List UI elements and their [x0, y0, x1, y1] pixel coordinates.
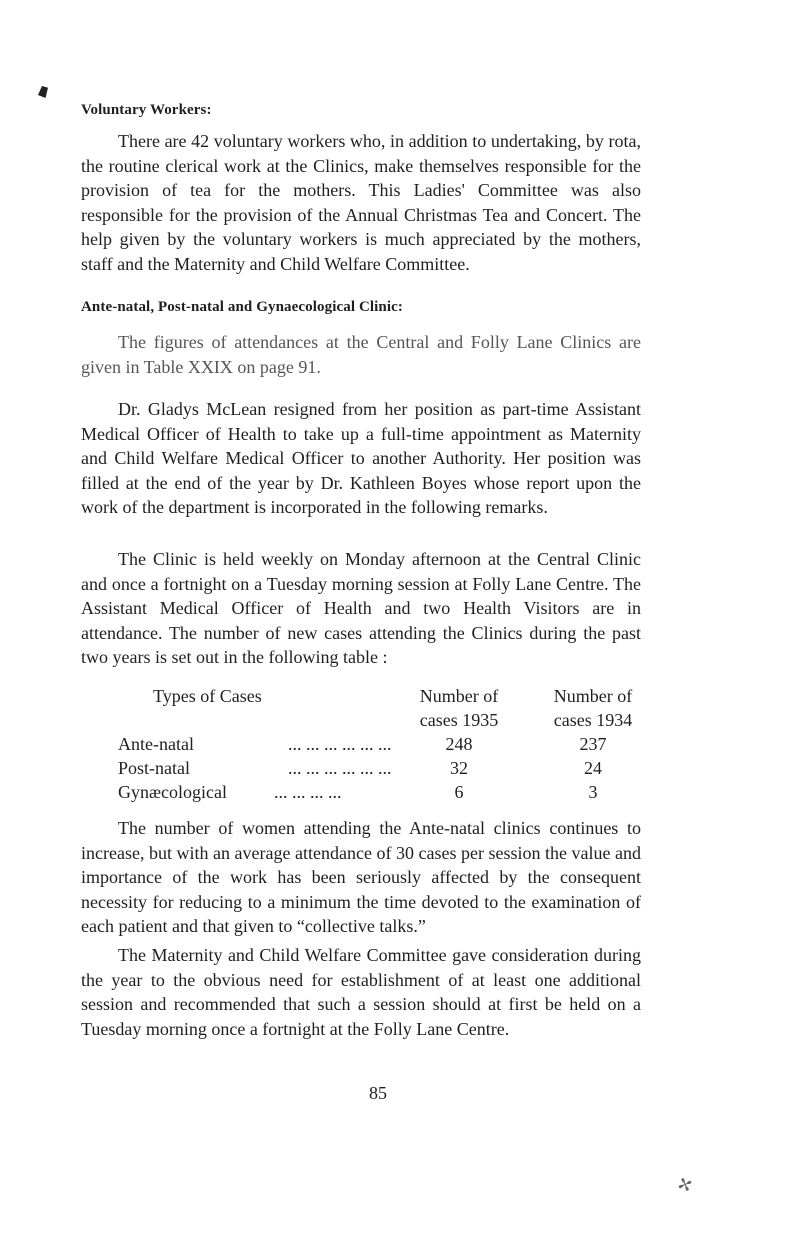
- row-value-1935: 32: [450, 758, 468, 778]
- row-type-label: Post-natal: [118, 758, 190, 778]
- paragraph-committee-consideration: The Maternity and Child Welfare Committee gave consideration during the year to the obvious need for establishment of at least one additional session and recommended that such a session should at first be held on a Tuesday morning once a fortnight at the Folly Lane Centre.: [81, 945, 641, 1039]
- leader-dots: ... ... ... ...: [274, 782, 342, 802]
- header-cases-1934: [533, 684, 653, 732]
- row-type-label: Ante-natal: [118, 734, 194, 754]
- header-cases-1935-line2: cases 1935: [419, 710, 499, 730]
- row-value-1935: 6: [454, 782, 464, 802]
- paragraph-mclean-resignation: Dr. Gladys McLean resigned from her position as part-time Assistant Medical Officer of Health to take up a full-time appointment as Maternity and Child Welfare Medical Officer to another Authority. Her position was filled at the end of the year by Dr. Kathleen Boyes whose report upon the work of the department is incorporated in the following remarks.: [81, 399, 641, 517]
- header-types-of-cases: Types of Cases: [153, 686, 262, 706]
- row-type-cell: [118, 756, 392, 780]
- row-type-cell: [118, 780, 378, 804]
- leader-dots: ... ... ... ... ... ...: [288, 758, 392, 778]
- paragraph-women-attending: The number of women attending the Ante-natal clinics continues to increase, but with an average attendance of 30 cases per session the value and importance of the work has been seriously affected by the consequent necessity for reducing to a minimum the time devoted to the examination of each patient and that given to “collective talks.”: [81, 818, 641, 936]
- paragraph-attendance-figures: The figures of attendances at the Central and Folly Lane Clinics are given in Table XXIX on page 91.: [81, 332, 641, 377]
- row-value-1935: 248: [445, 734, 473, 754]
- filled-bullet-icon: [38, 86, 48, 98]
- row-value-1934: 3: [588, 782, 598, 802]
- heading-ante-natal-clinic: Ante-natal, Post-natal and Gynaecological Clinic:: [81, 299, 403, 315]
- pen-mark-icon: ✢: [674, 1172, 697, 1198]
- paragraph-clinic-schedule: The Clinic is held weekly on Monday afternoon at the Central Clinic and once a fortnight on a Tuesday morning session at Folly Lane Centre. The Assistant Medical Officer of Health and two Health Visitors are in attendance. The number of new cases attending the Clinics during the past two years is set out in the following table :: [81, 549, 641, 667]
- row-type-label: Gynæcological: [118, 782, 227, 802]
- header-cases-1934-line2: cases 1934: [553, 710, 633, 730]
- header-cases-1934-line1: Number of: [553, 686, 633, 706]
- paragraph-voluntary-workers: There are 42 voluntary workers who, in addition to undertaking, by rota, the routine clerical work at the Clinics, make themselves responsible for the provision of tea for the mothers. This Ladies' Committee was also responsible for the provision of the Annual Christmas Tea and Concert. The help given by the voluntary workers is much appreciated by the mothers, staff and the Maternity and Child Welfare Committee.: [81, 131, 641, 274]
- row-value-1934: 24: [584, 758, 602, 778]
- row-value-1934: 237: [579, 734, 607, 754]
- cases-table-header: [81, 684, 641, 732]
- page-number: 85: [369, 1083, 387, 1103]
- table-row: [81, 732, 641, 756]
- table-row: [81, 756, 641, 780]
- header-cases-1935-line1: Number of: [419, 686, 499, 706]
- table-row: [81, 780, 641, 804]
- header-cases-1935: [399, 684, 519, 732]
- heading-voluntary-workers: Voluntary Workers:: [81, 102, 212, 118]
- leader-dots: ... ... ... ... ... ...: [288, 734, 392, 754]
- row-type-cell: [118, 732, 392, 756]
- cases-table: [81, 684, 641, 804]
